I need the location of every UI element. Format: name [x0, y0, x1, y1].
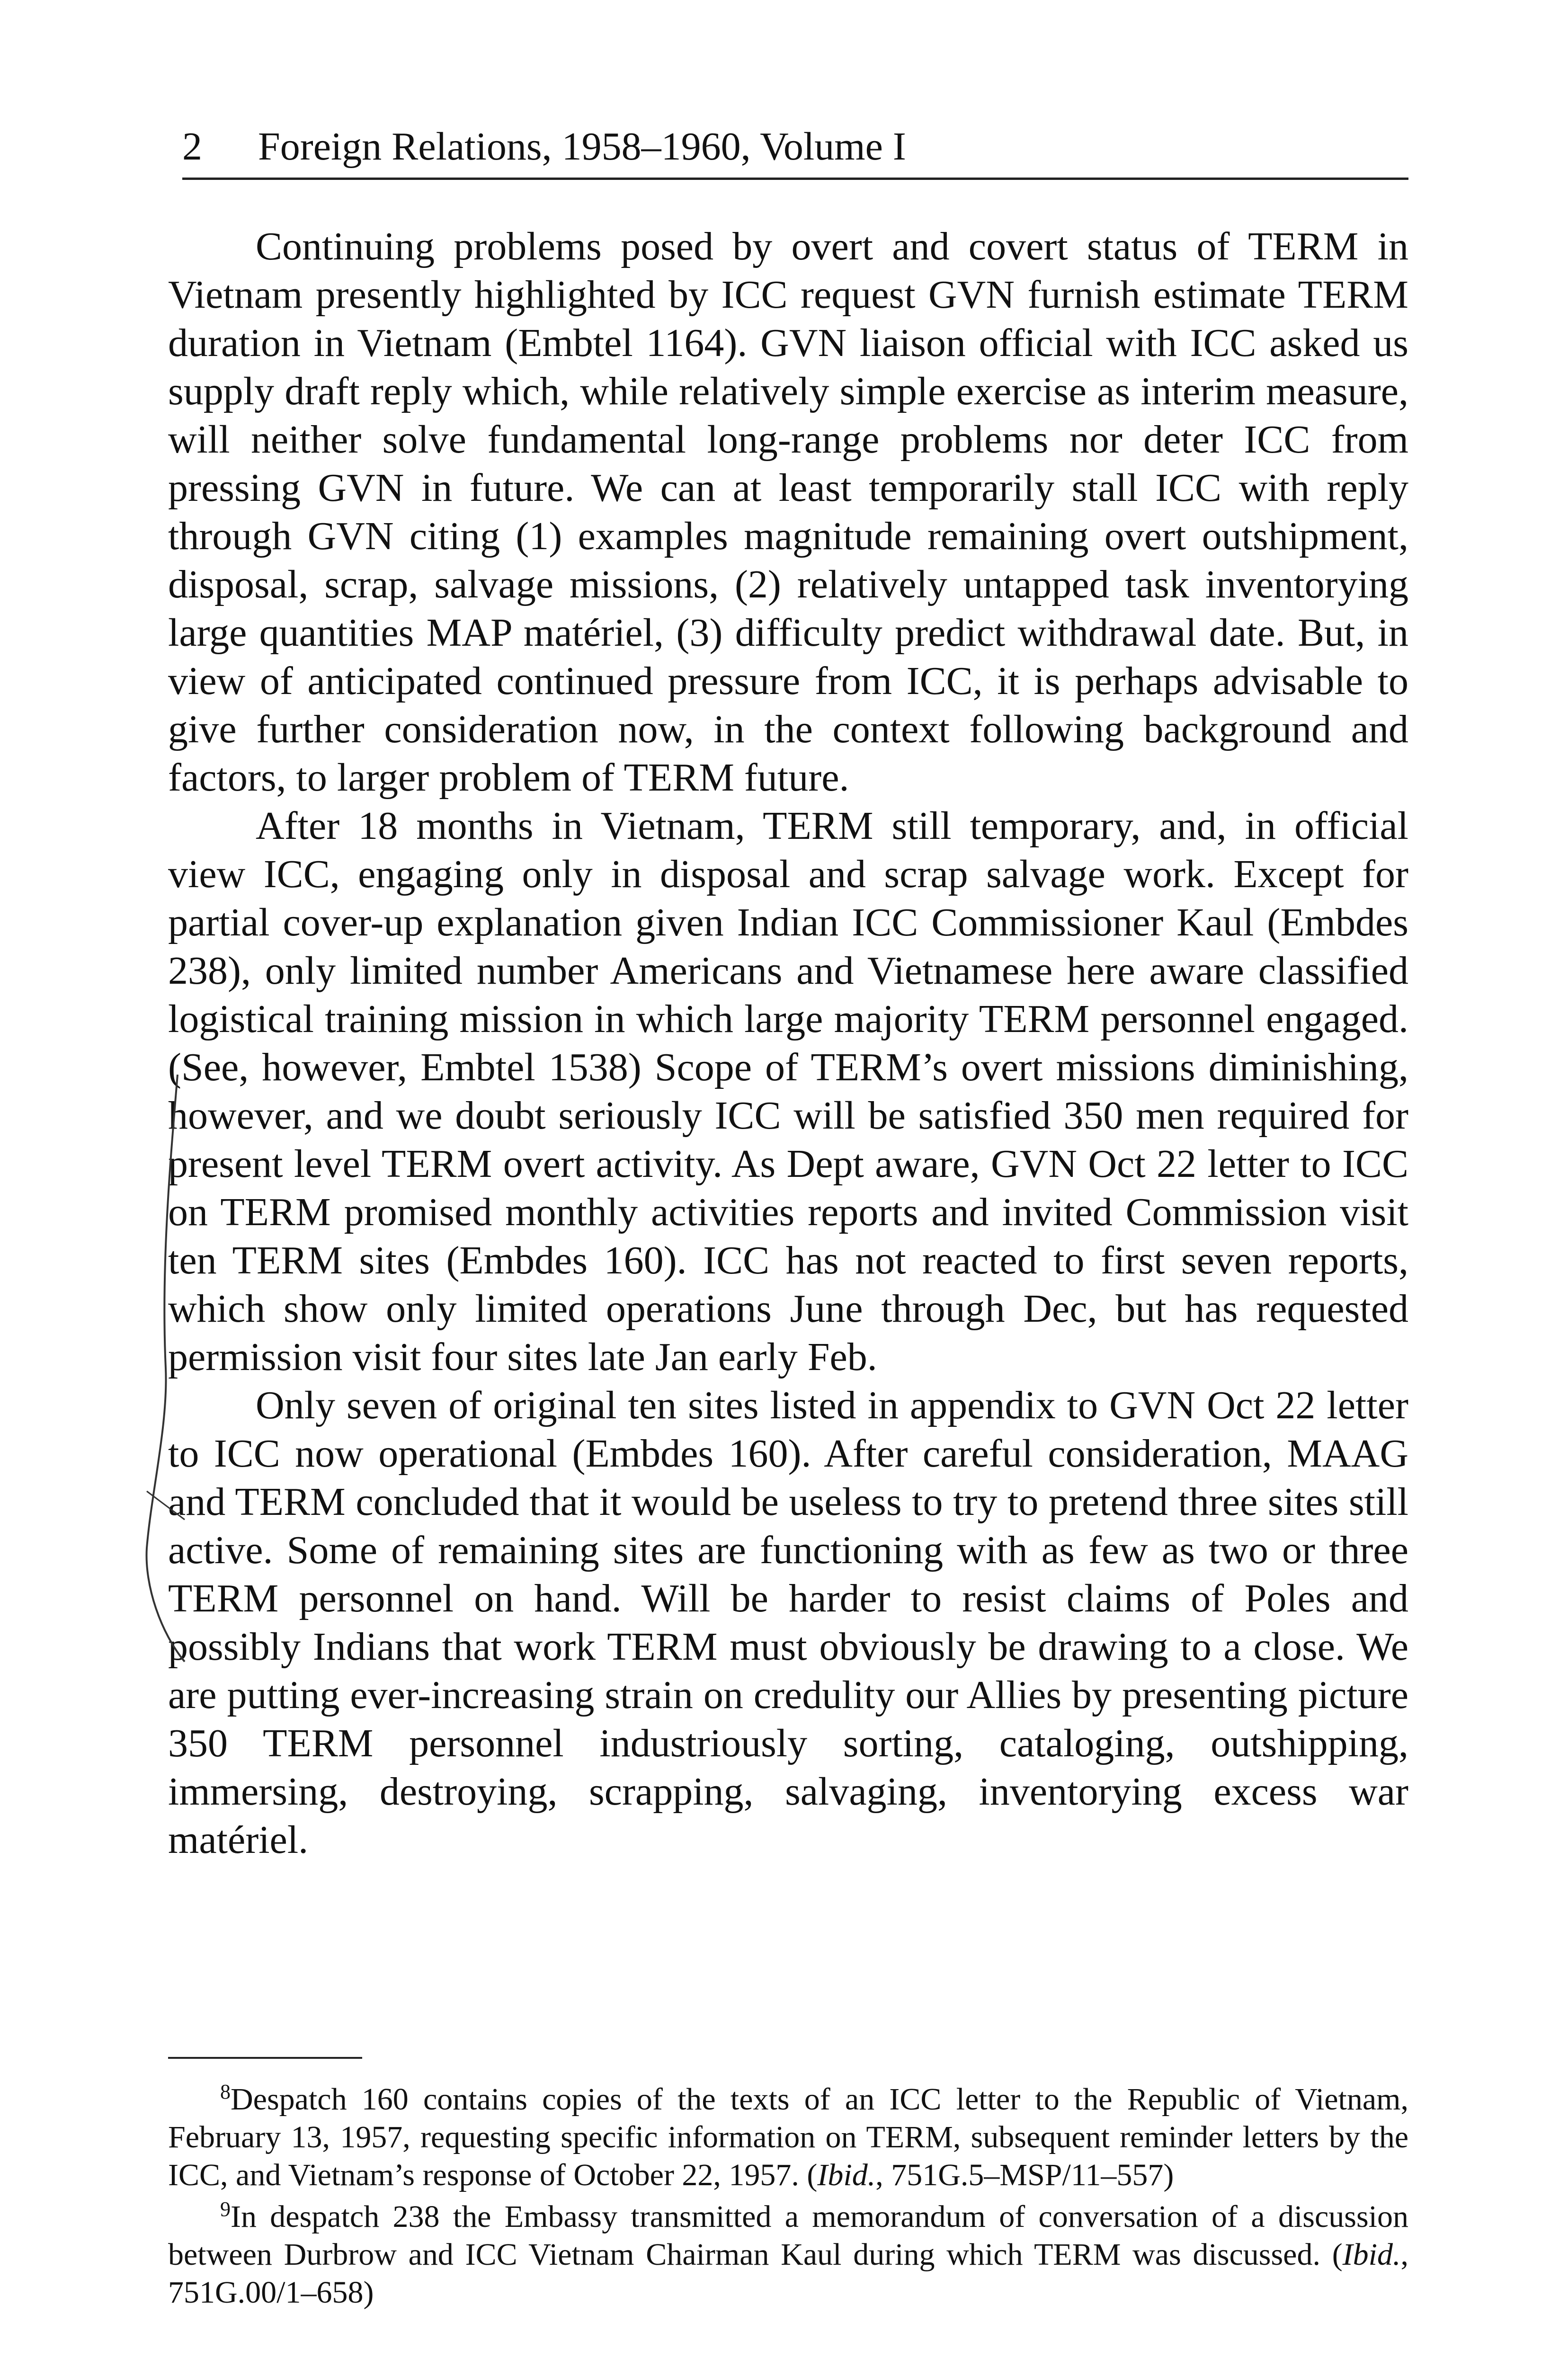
body-paragraph: After 18 months in Vietnam, TERM still temporary, and, in official view ICC, engaging only in disposal and scrap salvage work. Except for partial cover-up explanation given Indian ICC Commissioner Kaul (Embdes 238), only limited number Americans and Vietnamese here aware classified logistical training mission in which large majority TERM personnel engaged. (See, however, Embtel 1538) Scope of TERM’s overt missions diminishing, however, and we doubt seriously ICC will be satisfied 350 men required for present level TERM overt activity. As Dept aware, GVN Oct 22 letter to ICC on TERM promised monthly activities reports and invited Commission visit ten TERM sites (Embdes 160). ICC has not reacted to first seven reports, which show only limited operations June through Dec, but has requested permission visit four sites late Jan early Feb. [168, 804, 1408, 1379]
footnote-ibid: Ibid. [1342, 2237, 1401, 2272]
page-number: 2 [182, 125, 202, 169]
footnote-ibid: Ibid. [817, 2158, 876, 2192]
footnote-text: In despatch 238 the Embassy transmitted a memorandum of conversation of a discussion between Durbrow and ICC Vietnam Chairman Kaul during which TERM was discussed. ( [168, 2199, 1408, 2272]
body-paragraph: Only seven of original ten sites listed in appendix to GVN Oct 22 letter to ICC now operational (Embdes 160). After careful consideration, MAAG and TERM concluded that it would be useless to try to pretend three sites still active. Some of remaining sites are functioning with as few as two or three TERM personnel on hand. Will be harder to resist claims of Poles and possibly Indians that work TERM must obviously be drawing to a close. We are putting ever-increasing strain on credulity our Allies by presenting picture 350 TERM personnel industriously sorting, cataloging, outshipping, immersing, destroying, scrapping, salvaging, inventorying excess war matériel. [168, 1383, 1408, 1862]
footnote-mark: 8 [220, 2080, 231, 2103]
body-text [168, 222, 1408, 1864]
running-title: Foreign Relations, 1958–1960, Volume I [258, 125, 906, 169]
footnote-item [168, 2081, 1408, 2194]
running-header [182, 121, 1408, 180]
footnote-text: Despatch 160 contains copies of the texts of an ICC letter to the Republic of Vietnam, February 13, 1957, requesting specific information on TERM, subsequent reminder letters by the ICC, and Vietnam’s response of October 22, 1957. ( [168, 2082, 1408, 2192]
footnote-citation: , 751G.5–MSP/11–557) [875, 2158, 1174, 2192]
body-paragraph: Continuing problems posed by overt and covert status of TERM in Vietnam presently highlighted by ICC request GVN furnish estimate TERM duration in Vietnam (Embtel 1164). GVN liaison official with ICC asked us supply draft reply which, while relatively simple exercise as interim measure, will neither solve fundamental long-range problems nor deter ICC from pressing GVN in future. We can at least temporarily stall ICC with reply through GVN citing (1) examples magnitude remaining overt outshipment, disposal, scrap, salvage missions, (2) relatively untapped task inventorying large quantities MAP matériel, (3) difficulty predict withdrawal date. But, in view of anticipated continued pressure from ICC, it is perhaps advisable to give further consideration now, in the context following background and factors, to larger problem of TERM future. [168, 224, 1408, 800]
footnote-mark: 9 [220, 2198, 231, 2221]
footnotes [168, 2081, 1408, 2315]
footnote-citation: , 751G.00/1–658) [168, 2237, 1408, 2310]
footnote-divider [168, 2057, 362, 2059]
footnote-item [168, 2198, 1408, 2312]
